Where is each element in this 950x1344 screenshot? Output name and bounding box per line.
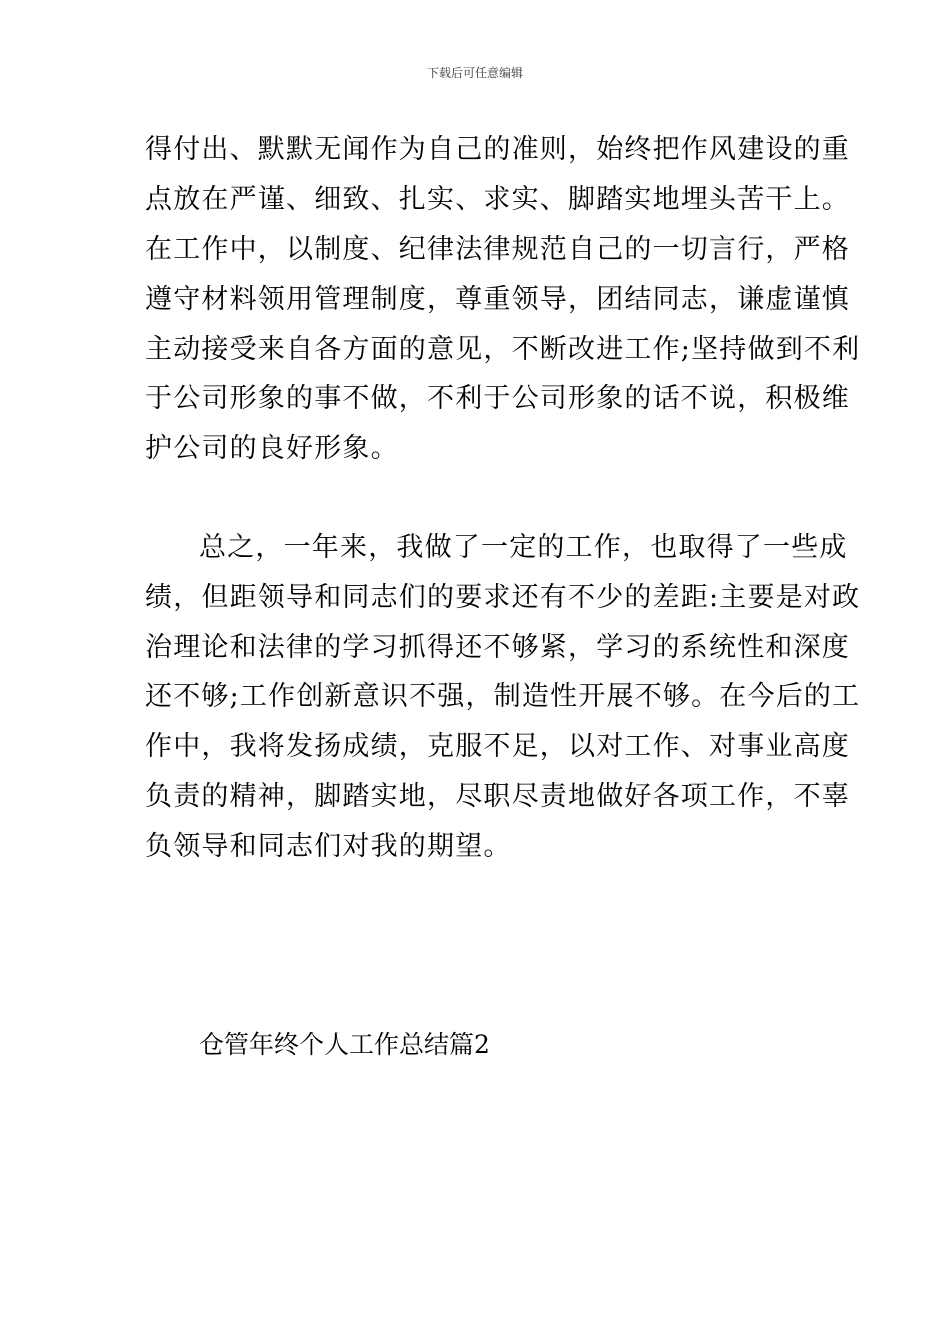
paragraph-1-line: 于公司形象的事不做，不利于公司形象的话不说，积极维 bbox=[145, 383, 850, 414]
paragraph-2-line: 还不够;工作创新意识不强，制造性开展不够。在今后的工 bbox=[145, 681, 861, 712]
paragraph-1-line: 在工作中，以制度、纪律法律规范自己的一切言行，严格 bbox=[145, 234, 850, 265]
paragraph-1-line: 遵守材料领用管理制度，尊重领导，团结同志，谦虚谨慎 bbox=[145, 284, 850, 315]
page-header-note: 下载后可任意编辑 bbox=[426, 66, 523, 80]
paragraph-2-line: 治理论和法律的学习抓得还不够紧，学习的系统性和深度 bbox=[145, 632, 850, 663]
paragraph-2-line: 作中，我将发扬成绩，克服不足，以对工作、对事业高度 bbox=[145, 731, 850, 762]
paragraph-2-line: 负责的精神，脚踏实地，尽职尽责地做好各项工作，不辜 bbox=[145, 781, 850, 812]
paragraph-1-line: 护公司的良好形象。 bbox=[145, 433, 399, 464]
paragraph-2-line: 负领导和同志们对我的期望。 bbox=[145, 831, 512, 862]
paragraph-2-line: 总之，一年来，我做了一定的工作，也取得了一些成 bbox=[199, 532, 848, 563]
paragraph-2-line: 绩，但距领导和同志们的要求还有不少的差距:主要是对政 bbox=[145, 582, 861, 613]
paragraph-1-line: 点放在严谨、细致、扎实、求实、脚踏实地埋头苦干上。 bbox=[145, 184, 850, 215]
paragraph-1-line: 得付出、默默无闻作为自己的准则，始终把作风建设的重 bbox=[145, 134, 850, 165]
section-heading: 仓管年终个人工作总结篇2 bbox=[199, 1030, 490, 1059]
paragraph-1-line: 主动接受来自各方面的意见，不断改进工作;坚持做到不利 bbox=[145, 334, 861, 365]
